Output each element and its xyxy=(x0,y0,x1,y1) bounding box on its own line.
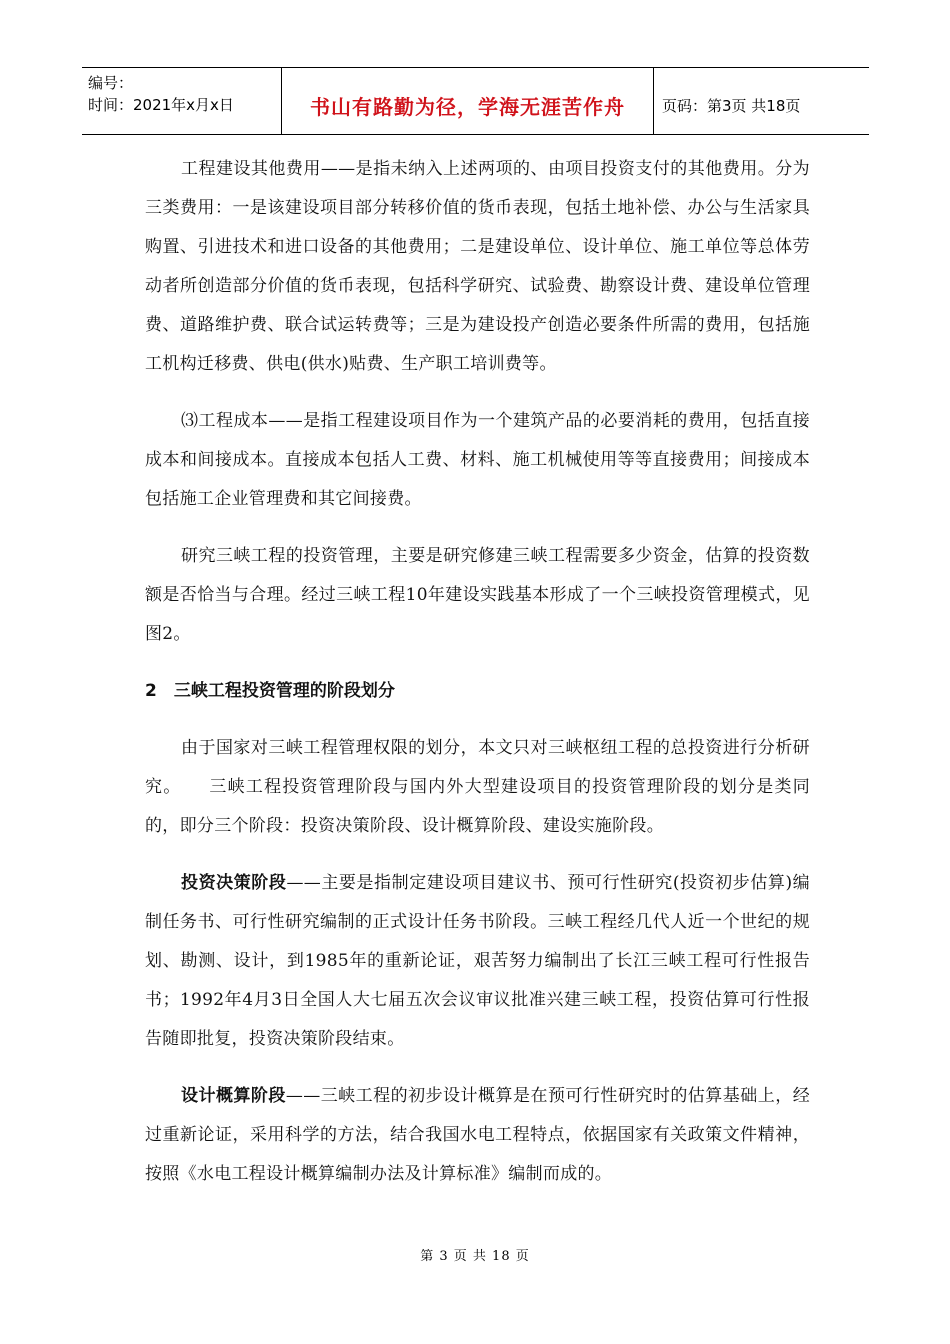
paragraph-estimate-stage xyxy=(145,1077,810,1194)
page-footer: 第 3 页 共 18 页 xyxy=(420,1249,530,1264)
code-label: 编号： xyxy=(88,74,134,92)
header-page-cell xyxy=(654,68,869,134)
section-heading: 2 三峡工程投资管理的阶段划分 xyxy=(145,681,395,701)
page-info: 页码：第3页 共18页 xyxy=(662,96,801,115)
paragraph-decision-stage xyxy=(145,864,810,1059)
motto-text: 书山有路勤为径，学海无涯苦作舟 xyxy=(310,94,625,119)
estimate-stage-text: ——三峡工程的初步设计概算是在预可行性研究时的估算基础上，经过重新论证，采用科学的方法，结合我国水电工程特点，依据国家有关政策文件精神，按照《水电工程设计概算编制办法及计算标准》编制而成的。 xyxy=(145,1086,811,1184)
decision-stage-term: 投资决策阶段 xyxy=(181,873,287,893)
header-motto-cell xyxy=(282,68,654,134)
paragraph-investment-research: 研究三峡工程的投资管理，主要是研究修建三峡工程需要多少资金，估算的投资数额是否恰当与合理。经过三峡工程10年建设实践基本形成了一个三峡投资管理模式，见图2。 xyxy=(145,546,810,644)
paragraph-engineering-cost: ⑶工程成本——是指工程建设项目作为一个建筑产品的必要消耗的费用，包括直接成本和间接成本。直接成本包括人工费、材料、施工机械使用等等直接费用；间接成本包括施工企业管理费和其它间接费。 xyxy=(145,411,810,509)
time-label: 时间：2021年x月x日 xyxy=(88,96,234,114)
paragraph-stage-division: 由于国家对三峡工程管理权限的划分，本文只对三峡枢纽工程的总投资进行分析研究。 三峡工程投资管理阶段与国内外大型建设项目的投资管理阶段的划分是类同的，即分三个阶段：投资决策阶段、设计概算阶段、建设实施阶段。 xyxy=(145,738,810,836)
paragraph-other-costs: 工程建设其他费用——是指未纳入上述两项的、由项目投资支付的其他费用。分为三类费用：一是该建设项目部分转移价值的货币表现，包括土地补偿、办公与生活家具购置、引进技术和进口设备的其他费用；二是建设单位、设计单位、施工单位等总体劳动者所创造部分价值的货币表现，包括科学研究、试验费、勘察设计费、建设单位管理费、道路维护费、联合试运转费等；三是为建设投产创造必要条件所需的费用，包括施工机构迁移费、供电(供水)贴费、生产职工培训费等。 xyxy=(145,159,810,374)
header-meta-cell xyxy=(82,68,282,134)
document-header xyxy=(82,67,869,135)
decision-stage-text: ——主要是指制定建设项目建议书、预可行性研究(投资初步估算)编制任务书、可行性研究编制的正式设计任务书阶段。三峡工程经几代人近一个世纪的规划、勘测、设计，到1985年的重新论证，艰苦努力编制出了长江三峡工程可行性报告书；1992年4月3日全国人大七届五次会议审议批准兴建三峡工程，投资估算可行性报告随即批复，投资决策阶段结束。 xyxy=(145,873,810,1049)
document-body xyxy=(145,150,810,1194)
estimate-stage-term: 设计概算阶段 xyxy=(181,1086,286,1106)
